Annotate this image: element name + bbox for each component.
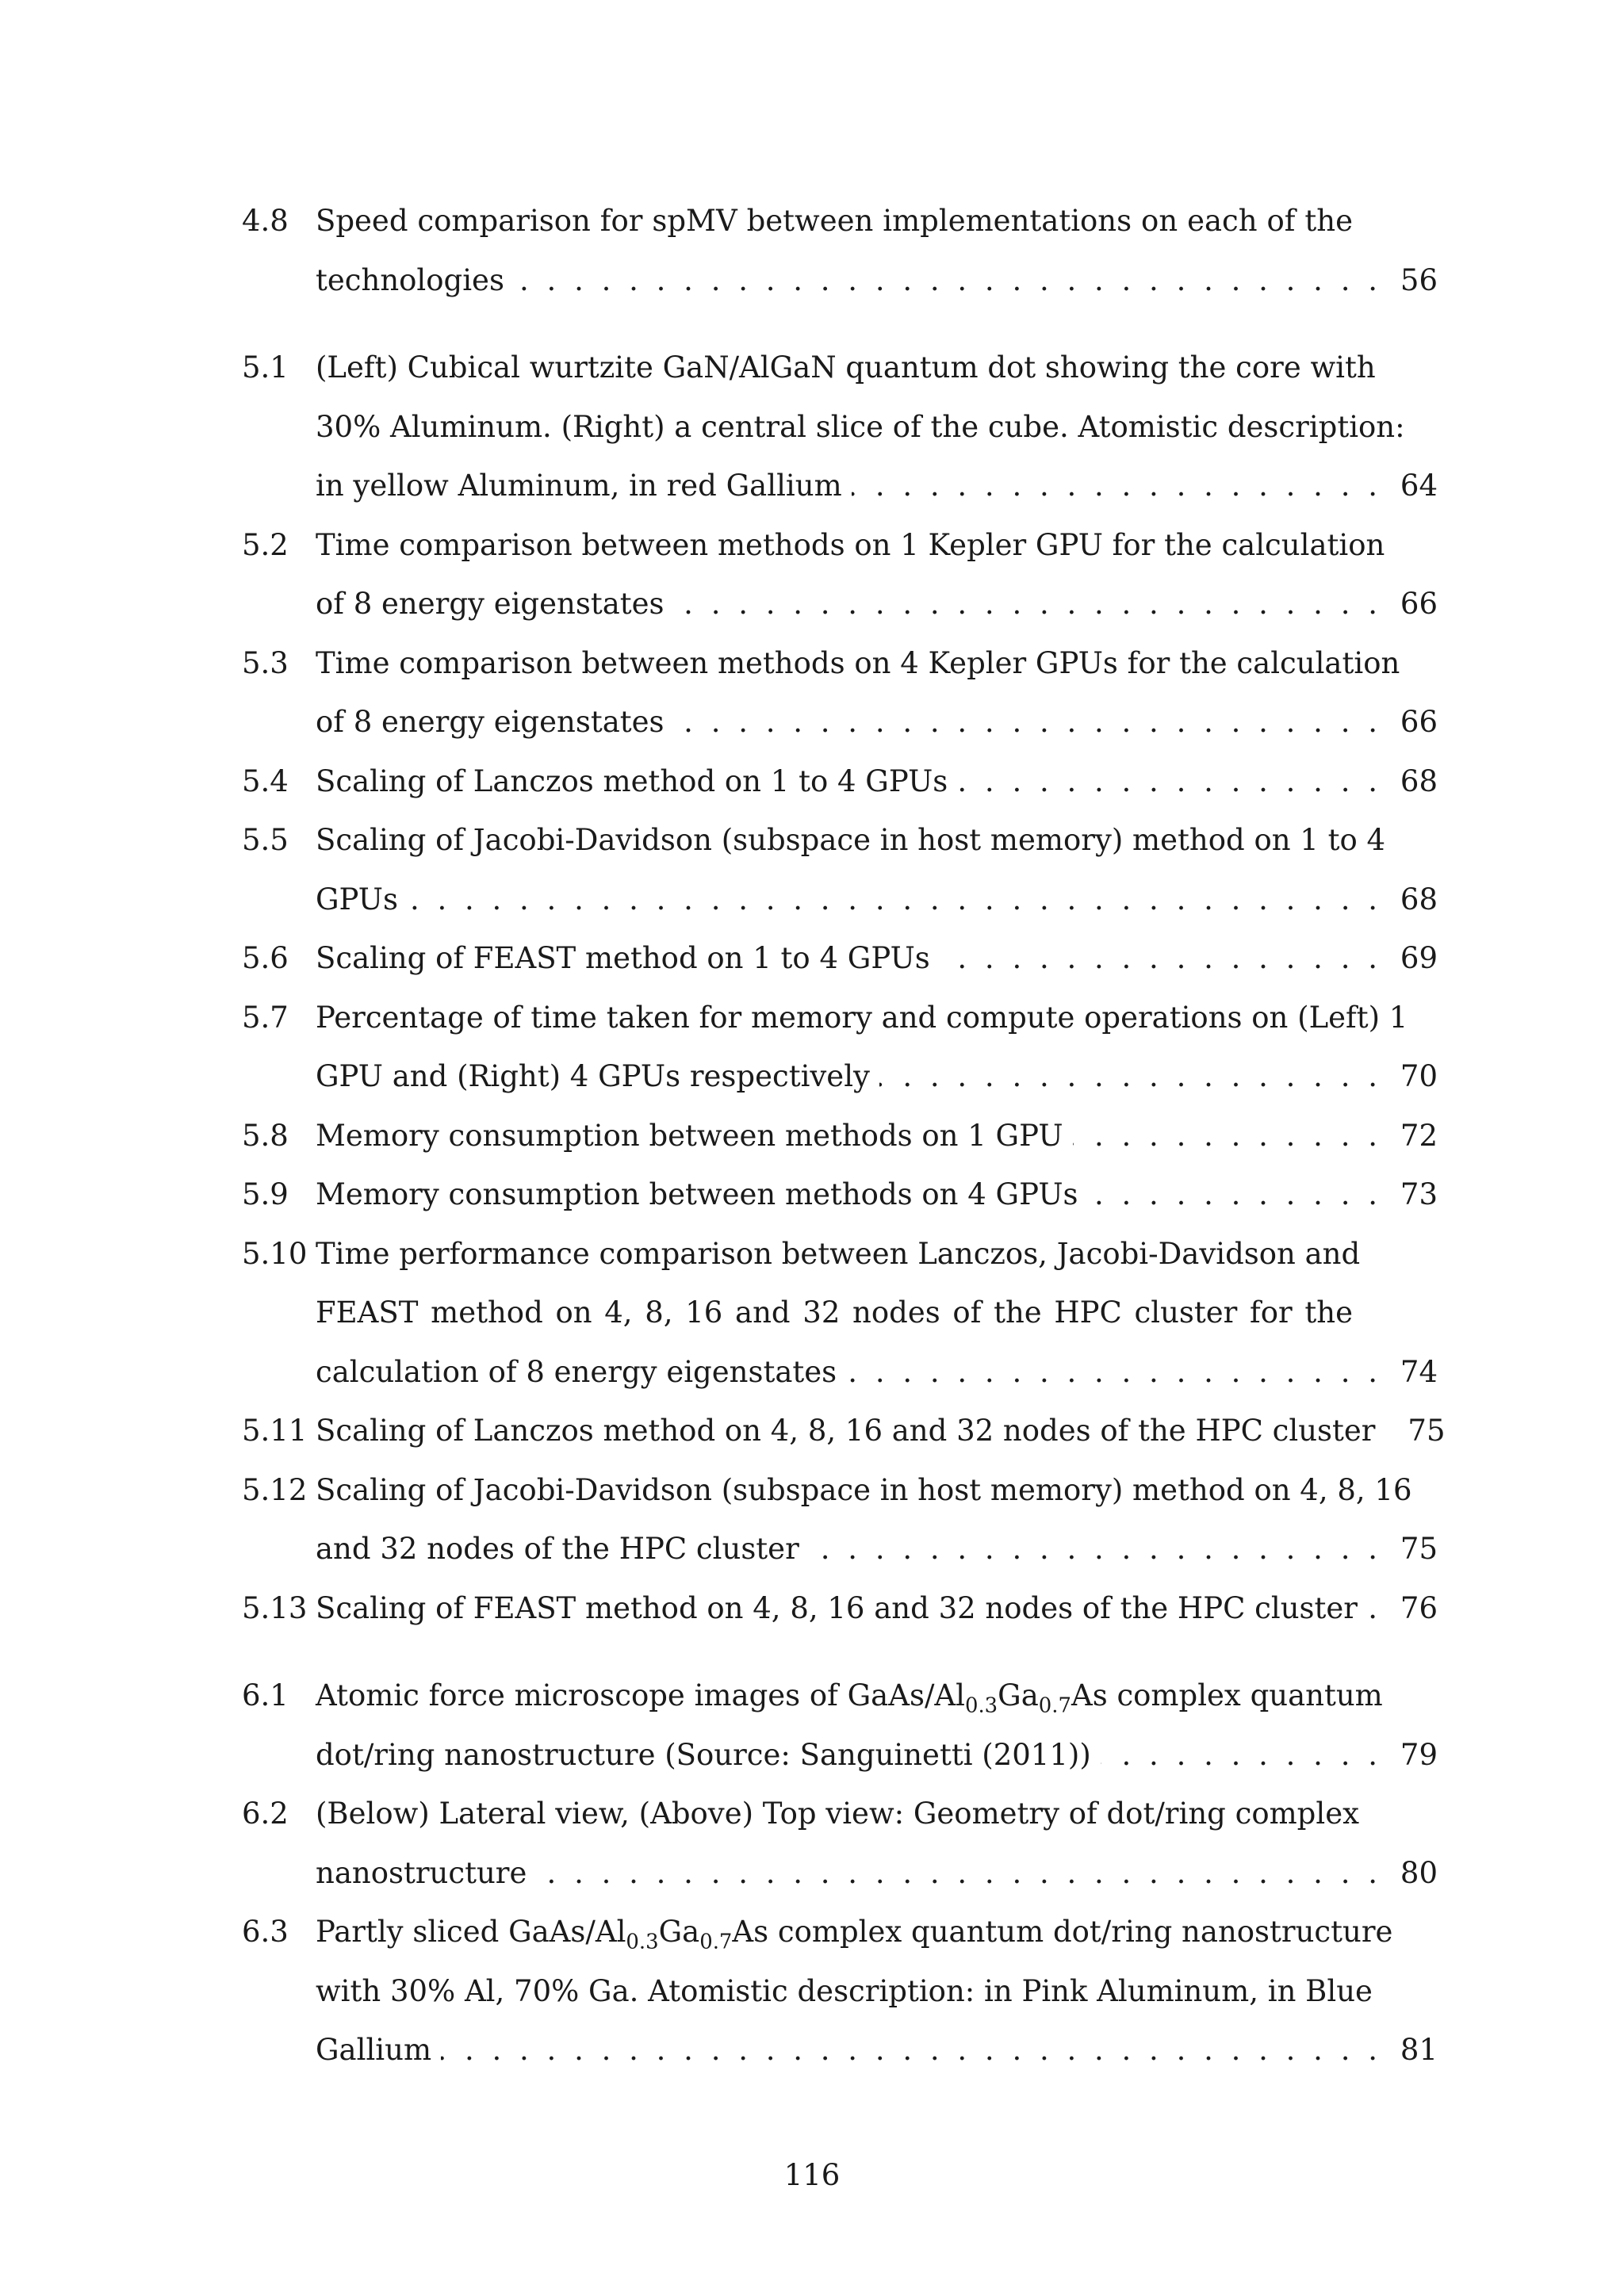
caption-line: Scaling of FEAST method on 1 to 4 GPUs [316, 941, 930, 975]
caption-line: technologies [316, 262, 504, 297]
figure-number: 6.2 [242, 1797, 289, 1831]
page-reference: 81 [1400, 2033, 1438, 2067]
list-of-figures [242, 192, 1446, 2080]
page-reference: 75 [1408, 1414, 1446, 1448]
dot-leader [879, 1047, 1377, 1107]
caption-line: Time comparison between methods on 1 Kepler GPU for the calculation [316, 527, 1385, 562]
caption-line: in yellow Aluminum, in red Gallium [316, 469, 842, 503]
caption-line: (Left) Cubical wurtzite GaN/AlGaN quantum dot showing the core with [316, 350, 1376, 385]
caption-line: with 30% Al, 70% Ga. Atomistic description: in Pink Aluminum, in Blue [316, 1973, 1373, 2008]
page-number: 116 [783, 2158, 841, 2192]
page-reference: 70 [1400, 1059, 1438, 1093]
dot-leader [846, 1343, 1377, 1402]
figure-number: 5.9 [242, 1177, 289, 1211]
figure-number: 4.8 [242, 204, 289, 238]
page-reference: 68 [1400, 882, 1438, 916]
dot-leader [674, 575, 1377, 634]
caption-line: GPUs [316, 882, 398, 916]
figure-entry [242, 1461, 1438, 1579]
caption-last-line [316, 693, 1438, 752]
figure-caption [316, 1461, 1438, 1579]
dot-leader [852, 457, 1377, 516]
figure-entry [242, 192, 1438, 310]
figure-caption [316, 1225, 1438, 1402]
page-reference: 66 [1400, 705, 1438, 739]
figure-caption [316, 929, 1438, 989]
page-reference: 56 [1400, 262, 1438, 297]
figure-entry [242, 516, 1438, 634]
caption-line: GPU and (Right) 4 GPUs respectively [316, 1059, 870, 1093]
caption-line: Percentage of time taken for memory and compute operations on (Left) 1 [316, 1000, 1408, 1035]
caption-line: Scaling of Lanczos method on 4, 8, 16 and 32 nodes of the HPC cluster [316, 1414, 1376, 1448]
dot-leader [536, 1844, 1377, 1904]
caption-last-line [316, 1047, 1438, 1107]
figure-number: 5.4 [242, 763, 289, 798]
figure-entry [242, 1225, 1438, 1402]
caption-last-line [316, 457, 1438, 516]
page-reference: 74 [1400, 1354, 1438, 1389]
figure-number: 5.5 [242, 823, 289, 857]
caption-last-line [316, 1402, 1446, 1461]
caption-last-line [316, 1343, 1438, 1402]
figure-entry [242, 339, 1438, 516]
page-reference: 69 [1400, 941, 1438, 975]
page-reference: 66 [1400, 587, 1438, 621]
figure-caption [316, 989, 1438, 1107]
dot-leader [441, 2021, 1377, 2080]
figure-caption [316, 752, 1438, 812]
caption-last-line [316, 1844, 1438, 1904]
caption-line: Partly sliced GaAs/$Al_{0.3}Ga_{0.7}As$ complex quantum dot/ring nanostructure [316, 1915, 1393, 1954]
caption-last-line [316, 1165, 1438, 1225]
caption-line: Time comparison between methods on 4 Kepler GPUs for the calculation [316, 645, 1400, 680]
caption-line: nanostructure [316, 1855, 527, 1890]
caption-last-line [316, 2021, 1438, 2080]
figure-number: 5.3 [242, 645, 289, 680]
caption-line: and 32 nodes of the HPC cluster [316, 1532, 799, 1566]
figure-entry [242, 1667, 1438, 1785]
caption-line: Atomic force microscope images of GaAs/$Al_{0.3}Ga_{0.7}As$ complex quantum [316, 1678, 1383, 1718]
caption-line: Time performance comparison between Lanczos, Jacobi-Davidson and [316, 1236, 1361, 1271]
dot-leader [1367, 1579, 1377, 1639]
figure-entry [242, 989, 1438, 1107]
figure-caption [316, 192, 1438, 310]
figure-caption [316, 1165, 1438, 1225]
page-reference: 73 [1400, 1177, 1438, 1211]
figure-number: 5.6 [242, 941, 289, 975]
dot-leader [1101, 1726, 1377, 1785]
caption-last-line [316, 929, 1438, 989]
dot-leader [408, 871, 1377, 930]
figure-entry [242, 929, 1438, 989]
caption-line: FEAST method on 4, 8, 16 and 32 nodes of the HPC cluster for the [316, 1295, 1353, 1330]
figure-number: 5.11 [242, 1414, 308, 1448]
figure-caption [316, 1402, 1446, 1461]
page-reference: 80 [1400, 1855, 1438, 1890]
caption-line: calculation of 8 energy eigenstates [316, 1354, 837, 1389]
figure-number: 5.8 [242, 1118, 289, 1153]
figure-number: 5.10 [242, 1236, 308, 1271]
figure-number: 5.13 [242, 1590, 308, 1625]
figure-caption [316, 516, 1438, 634]
page-reference: 76 [1400, 1590, 1438, 1625]
page-reference: 79 [1400, 1737, 1438, 1772]
dot-leader [809, 1520, 1377, 1579]
figure-entry [242, 1579, 1438, 1639]
dot-leader [1088, 1165, 1377, 1225]
figure-entry [242, 1165, 1438, 1225]
figure-number: 5.7 [242, 1000, 289, 1035]
caption-last-line [316, 1726, 1438, 1785]
figure-caption [316, 811, 1438, 929]
figure-entry [242, 1402, 1446, 1461]
page-reference: 68 [1400, 763, 1438, 798]
dot-leader [674, 693, 1377, 752]
dot-leader [514, 251, 1377, 311]
caption-last-line [316, 251, 1438, 311]
caption-last-line [316, 871, 1438, 930]
caption-line: Scaling of Lanczos method on 1 to 4 GPUs [316, 763, 948, 798]
figure-entry [242, 1903, 1438, 2080]
figure-caption [316, 1785, 1438, 1903]
caption-last-line [316, 1520, 1438, 1579]
caption-line: Scaling of Jacobi-Davidson (subspace in host memory) method on 4, 8, 16 [316, 1472, 1412, 1507]
caption-line: of 8 energy eigenstates [316, 587, 665, 621]
caption-line: Scaling of Jacobi-Davidson (subspace in host memory) method on 1 to 4 [316, 823, 1386, 857]
caption-line: Memory consumption between methods on 4 GPUs [316, 1177, 1078, 1211]
page-reference: 72 [1400, 1118, 1438, 1153]
dot-leader [957, 752, 1377, 812]
figure-entry [242, 1785, 1438, 1903]
caption-last-line [316, 1579, 1438, 1639]
dot-leader [940, 929, 1377, 989]
figure-number: 5.12 [242, 1472, 308, 1507]
figure-caption [316, 634, 1438, 752]
figure-entry [242, 752, 1438, 812]
figure-caption [316, 1667, 1438, 1785]
figure-number: 5.1 [242, 350, 289, 385]
figure-caption [316, 1903, 1438, 2080]
page-reference: 64 [1400, 469, 1438, 503]
figure-number: 6.3 [242, 1915, 289, 1949]
caption-line: Scaling of FEAST method on 4, 8, 16 and 32 nodes of the HPC cluster [316, 1590, 1358, 1625]
caption-line: Speed comparison for spMV between implementations on each of the [316, 204, 1353, 238]
figure-caption [316, 339, 1438, 516]
caption-line: (Below) Lateral view, (Above) Top view: Geometry of dot/ring complex [316, 1797, 1359, 1831]
dot-leader [1073, 1107, 1377, 1166]
figure-entry [242, 634, 1438, 752]
figure-number: 6.1 [242, 1678, 289, 1712]
figure-entry [242, 811, 1438, 929]
caption-line: Gallium [316, 2033, 432, 2067]
caption-last-line [316, 575, 1438, 634]
page-reference: 75 [1400, 1532, 1438, 1566]
figure-caption [316, 1579, 1438, 1639]
caption-last-line [316, 1107, 1438, 1166]
figure-number: 5.2 [242, 527, 289, 562]
caption-line: of 8 energy eigenstates [316, 705, 665, 739]
figure-caption [316, 1107, 1438, 1166]
figure-entry [242, 1107, 1438, 1166]
caption-line: 30% Aluminum. (Right) a central slice of the cube. Atomistic description: [316, 409, 1405, 444]
caption-last-line [316, 752, 1438, 812]
caption-line: dot/ring nanostructure (Source: Sanguinetti (2011)) [316, 1737, 1091, 1772]
caption-line: Memory consumption between methods on 1 GPU [316, 1118, 1063, 1153]
